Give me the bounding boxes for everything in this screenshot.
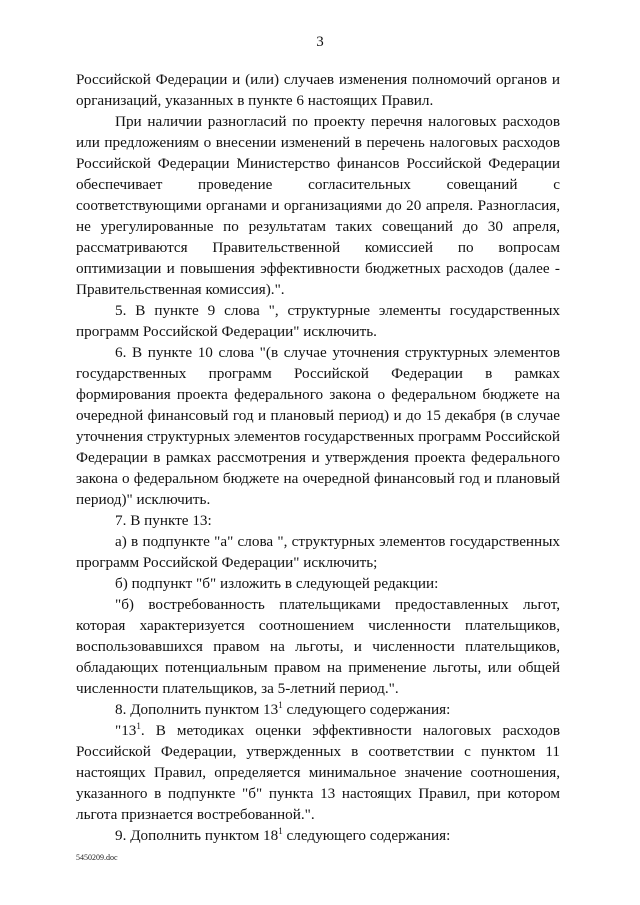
paragraph bbox=[76, 699, 560, 720]
document-file-name: 5450209.doc bbox=[76, 853, 118, 862]
paragraph bbox=[76, 825, 560, 846]
text-run: 8. Дополнить пунктом 13 bbox=[115, 701, 279, 718]
paragraph: При наличии разногласий по проекту перечня налоговых расходов или предложениям о внесении изменений в перечень налоговых расходов Российской Федерации Министерство финансов Российской Федерации обеспечивает проведение согласительных совещаний с соответствующими органами и организациями до 20 апреля. Разногласия, не урегулированные по результатам таких совещаний до 30 апреля, рассматриваются Правительственной комиссией по вопросам оптимизации и повышения эффективности бюджетных расходов (далее - Правительственная комиссия).". bbox=[76, 113, 560, 298]
text-run: следующего содержания: bbox=[282, 701, 451, 718]
paragraph: "б) востребованность плательщиками предоставленных льгот, которая характеризуется соотношением численности плательщиков, воспользовавшихся правом на льготы, и численности плательщиков, обладающих потенциальным правом на применение льготы, или общей численности плательщиков, за 5-летний период.". bbox=[76, 596, 560, 697]
text-run: 9. Дополнить пунктом 18 bbox=[115, 827, 279, 844]
page-number: 3 bbox=[316, 34, 324, 50]
text-run: . В методиках оценки эффективности налоговых расходов Российской Федерации, утвержденных в соответствии с пунктом 11 настоящих Правил, определяется минимальное значение соотношения, указанного в подпункте "б" пункта 13 настоящих Правил, при котором льгота признается востребованной.". bbox=[76, 722, 560, 823]
paragraph: 6. В пункте 10 слова "(в случае уточнения структурных элементов государственных программ Российской Федерации в рамках формирования проекта федерального закона о федеральном бюджете на очередной финансовый год и плановый период) и до 15 декабря (в случае уточнения структурных элементов государственных программ Российской Федерации в рамках рассмотрения и утверждения проекта федерального закона о федеральном бюджете на очередной финансовый год и плановый период)" исключить. bbox=[76, 344, 560, 508]
superscript: 1 bbox=[278, 826, 283, 836]
document-body bbox=[76, 69, 560, 846]
paragraph: Российской Федерации и (или) случаев изменения полномочий органов и организаций, указанных в пункте 6 настоящих Правил. bbox=[76, 71, 560, 109]
text-run: следующего содержания: bbox=[282, 827, 451, 844]
paragraph: 7. В пункте 13: bbox=[115, 512, 212, 529]
paragraph bbox=[76, 720, 560, 825]
paragraph: 5. В пункте 9 слова ", структурные элементы государственных программ Российской Федерации" исключить. bbox=[76, 302, 560, 340]
text-run: "13 bbox=[115, 722, 137, 739]
superscript: 1 bbox=[136, 721, 141, 731]
paragraph: а) в подпункте "а" слова ", структурных элементов государственных программ Российской Федерации" исключить; bbox=[76, 533, 560, 571]
paragraph: б) подпункт "б" изложить в следующей редакции: bbox=[115, 575, 439, 592]
superscript: 1 bbox=[278, 700, 283, 710]
